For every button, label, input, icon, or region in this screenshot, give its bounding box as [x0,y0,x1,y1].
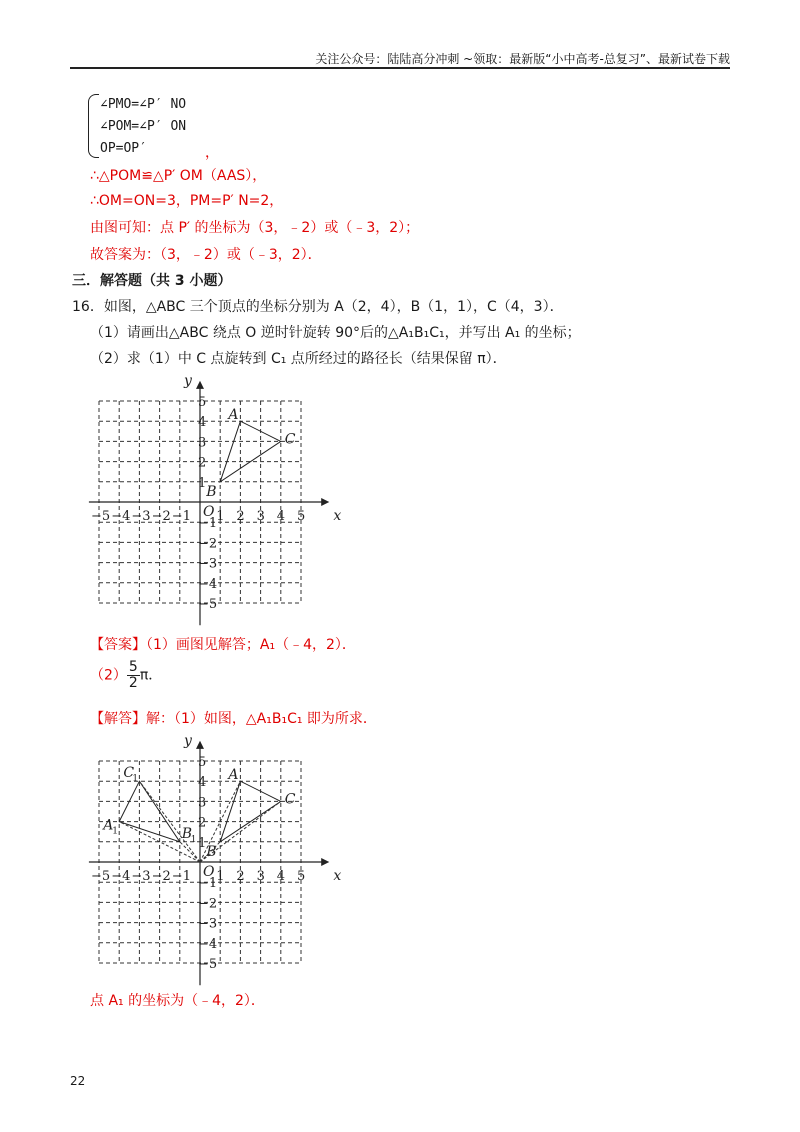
answer-part-2-suffix: π． [139,667,163,684]
x-tick-label: −3 [131,869,151,884]
answer-part-2-prefix: （2） [90,667,127,684]
y-tick-label: 3 [198,795,207,811]
y-tick-label: 2 [198,455,207,471]
rotation-line-B1 [180,842,200,862]
label-C1-sub: 1 [132,774,139,785]
header-rule [70,67,730,69]
y-axis-label: y [184,372,192,389]
coordinate-grid-solution [91,732,345,987]
question-16-part-1: （1）请画出△ABC 绕点 O 逆时针旋转 90°后的△A₁B₁C₁，并写出 A₁ 的坐标； [90,325,581,341]
label-A1-sub: 1 [112,826,118,837]
coordinate-grid-question [91,372,345,627]
y-tick-label: 3 [198,435,207,451]
x-axis-arrow [321,858,329,866]
x-tick-label: 4 [276,509,286,524]
solution-line: 【解答】解：（1）如图，△A₁B₁C₁ 即为所求． [90,711,377,727]
system-comma: ， [205,145,219,161]
x-tick-label: 3 [256,509,265,524]
x-tick-label: 2 [236,509,245,524]
label-C1: C [123,765,135,782]
x-axis-label: x [333,508,342,524]
label-A1: A [103,817,114,834]
triangle-abc [220,781,281,842]
y-tick-label: 4 [198,775,207,791]
x-tick-label: 3 [256,869,265,884]
x-tick-label: −1 [171,509,191,524]
x-tick-label: −2 [151,509,171,524]
x-tick-label: −5 [91,509,111,524]
section-heading: 三．解答题（共 3 小题） [72,273,232,289]
y-tick-label: 5 [198,755,207,770]
y-tick-label: −3 [198,556,218,572]
y-tick-label: −1 [198,876,218,892]
y-tick-label: −3 [198,916,218,932]
system-eq-1: ∠PMO=∠P′ NO [100,97,187,112]
label-C: C [284,431,296,448]
question-16: 16．如图，△ABC 三个顶点的坐标分别为 A（2，4），B（1，1），C（4，3）． [72,299,564,315]
y-tick-label: −4 [198,936,218,952]
fraction-denominator: 2 [128,675,138,691]
x-tick-label: −4 [111,509,131,524]
system-eq-3: OP=OP′ [100,141,147,156]
y-tick-label: −4 [198,576,218,592]
page-header: 关注公众号：陆陆高分冲刺 ~领取：最新版“小中高考-总复习”、最新试卷下载 [315,52,730,66]
final-answer: 点 A₁ 的坐标为（﹣4，2）． [90,993,265,1009]
x-tick-label: −5 [91,869,111,884]
fraction-numerator: 5 [128,659,138,675]
y-tick-label: 5 [198,395,207,410]
triangle-a1b1c1 [119,781,180,842]
page-number: 22 [70,1074,86,1088]
x-tick-label: 2 [236,869,245,884]
x-tick-label: −1 [171,869,191,884]
x-axis-arrow [321,498,329,506]
label-C: C [284,791,296,808]
question-16-part-2: （2）求（1）中 C 点旋转到 C₁ 点所经过的路径长（结果保留 π）． [90,351,507,367]
label-B1-sub: 1 [190,834,197,845]
system-eq-2: ∠POM=∠P′ ON [100,119,187,134]
y-tick-label: −5 [198,597,218,612]
y-tick-label: −2 [198,536,218,552]
label-A: A [228,767,239,784]
proof-line-2: ∴OM=ON=3，PM=P′ N=2， [90,193,284,209]
x-tick-label: −3 [131,509,151,524]
y-tick-label: 1 [198,475,207,491]
system-brace [88,94,99,158]
answer-part-2 [90,660,162,691]
origin-label: O [203,864,215,880]
x-axis-label: x [333,868,342,884]
triangle-abc [220,421,281,482]
label-B: B [206,483,217,500]
answer-fraction [127,660,140,691]
x-tick-label: 1 [216,509,225,524]
y-tick-label: −1 [198,516,218,532]
x-tick-label: 5 [297,869,306,884]
y-axis-label: y [184,732,192,749]
x-tick-label: 1 [216,869,225,884]
proof-line-4: 故答案为：（3，﹣2）或（﹣3，2）． [90,247,322,263]
y-tick-label: −2 [198,896,218,912]
y-axis-arrow [196,741,204,749]
y-tick-label: 1 [198,835,207,851]
origin-label: O [203,504,215,520]
proof-line-3: 由图可知：点 P′ 的坐标为（3，﹣2）或（﹣3，2）； [90,220,420,236]
x-tick-label: 4 [276,869,286,884]
x-tick-label: −4 [111,869,131,884]
y-tick-label: −5 [198,957,218,972]
x-tick-label: −2 [151,869,171,884]
proof-line-1: ∴△POM≌△P′ OM（AAS）， [90,168,267,184]
label-B: B [206,843,217,860]
y-tick-label: 4 [198,415,207,431]
label-A: A [228,407,239,424]
y-axis-arrow [196,381,204,389]
answer-part-1: 【答案】（1）画图见解答；A₁（﹣4，2）． [90,637,356,653]
label-B1: B [181,825,193,842]
y-tick-label: 2 [198,815,207,831]
x-tick-label: 5 [297,509,306,524]
